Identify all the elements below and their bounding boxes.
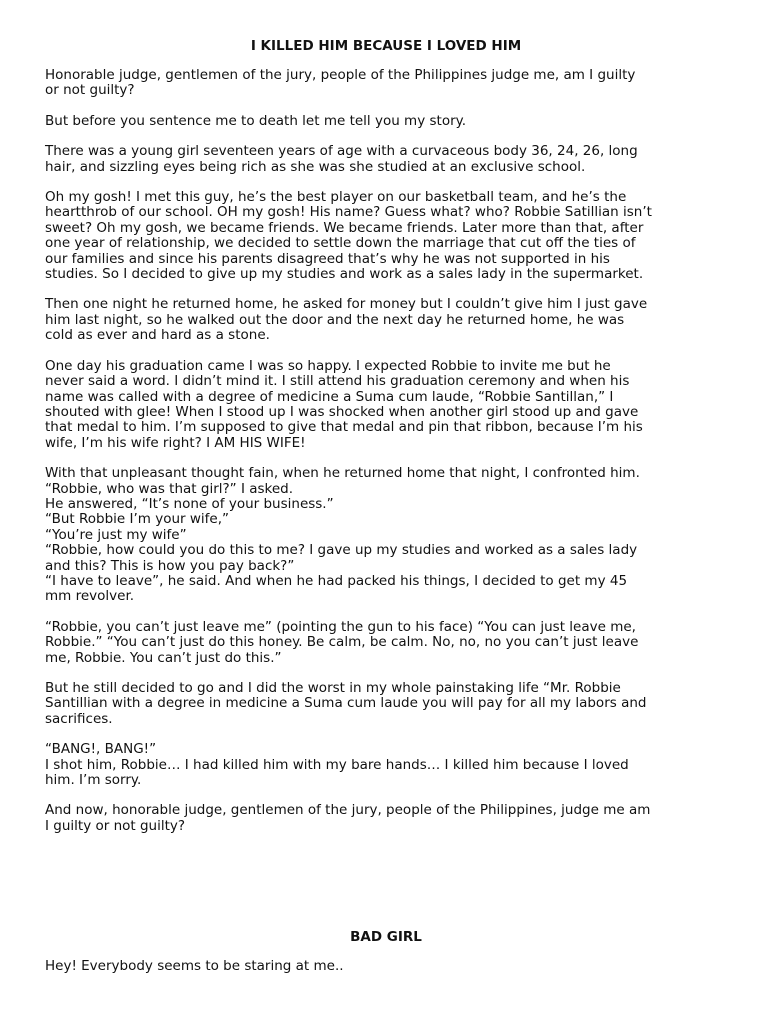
paragraph-7 [45,466,727,605]
text-line: Oh my gosh! I met this guy, he’s the best player on our basketball team, and he’s the [45,189,627,206]
text-line: And now, honorable judge, gentlemen of the jury, people of the Philippines, judge me am [45,802,651,819]
text-line: But before you sentence me to death let me tell you my story. [45,112,466,129]
text-line: him last night, so he walked out the door and the next day he returned home, he was [45,311,625,328]
text-line: hair, and sizzling eyes being rich as she was she studied at an exclusive school. [45,158,586,175]
text-line: “Robbie, you can’t just leave me” (pointing the gun to his face) “You can just leave me, [45,618,636,635]
text-line: “You’re just my wife” [45,526,187,543]
text-line: “BANG!, BANG!” [45,741,157,758]
paragraph-9 [45,681,727,727]
text-line: mm revolver. [45,588,135,605]
text-line: wife, I’m his wife right? I AM HIS WIFE! [45,434,306,451]
paragraph-1 [45,959,727,974]
text-line: Hey! Everybody seems to be staring at me.. [45,958,344,975]
text-line: Then one night he returned home, he asked for money but I couldn’t give him I just gave [45,296,648,313]
story-body-bad-girl [45,959,727,974]
text-line: “But Robbie I’m your wife,” [45,511,229,528]
paragraph-6 [45,359,727,451]
text-line: and this? This is how you pay back?” [45,557,295,574]
text-line: one year of relationship, we decided to settle down the marriage that cut off the ties of [45,235,636,252]
text-line: “Robbie, how could you do this to me? I gave up my studies and worked as a sales lady [45,542,638,559]
text-line: One day his graduation came I was so happy. I expected Robbie to invite me but he [45,357,611,374]
text-line: There was a young girl seventeen years of age with a curvaceous body 36, 24, 26, long [45,143,638,160]
paragraph-2 [45,114,727,129]
text-line: that medal to him. I’m supposed to give that medal and pin that ribbon, because I’m his [45,419,643,436]
text-line: sacrifices. [45,710,113,727]
story-body [45,68,727,834]
text-line: “Robbie, who was that girl?” I asked. [45,480,294,497]
text-line: But he still decided to go and I did the worst in my whole painstaking life “Mr. Robbie [45,680,621,696]
story-title-bad-girl: BAD GIRL [350,929,422,946]
paragraph-1 [45,68,727,99]
story-title: I KILLED HIM BECAUSE I LOVED HIM [250,38,522,54]
text-line: Santillian with a degree in medicine a Suma cum laude you will pay for all my labors and [45,695,647,712]
text-line: cold as ever and hard as a stone. [45,327,270,344]
section-spacer [45,849,727,929]
paragraph-3 [45,144,727,175]
paragraph-10 [45,742,727,788]
text-line: I shot him, Robbie… I had killed him with my bare hands… I killed him because I loved [45,756,629,773]
document-page [45,38,727,990]
paragraph-4 [45,190,727,282]
text-line: I guilty or not guilty? [45,817,186,834]
text-line: or not guilty? [45,82,135,99]
paragraph-8 [45,620,727,666]
text-line: With that unpleasant thought fain, when he returned home that night, I confronted him. [45,465,640,482]
text-line: Honorable judge, gentlemen of the jury, people of the Philippines judge me, am I guilty [45,67,636,83]
text-line: our families and since his parents disagreed that’s why he was not supported in his [45,250,610,267]
text-line: He answered, “It’s none of your business.” [45,495,334,512]
text-line: sweet? Oh my gosh, we became friends. We became friends. Later more than that, after [45,219,644,236]
text-line: name was called with a degree of medicine a Suma cum laude, “Robbie Santillan,” I [45,388,614,405]
text-line: Robbie.” “You can’t just do this honey. Be calm, be calm. No, no, no you can’t just leave [45,634,639,651]
text-line: never said a word. I didn’t mind it. I still attend his graduation ceremony and when his [45,373,630,390]
text-line: him. I’m sorry. [45,772,142,789]
paragraph-11 [45,803,727,834]
text-line: studies. So I decided to give up my studies and work as a sales lady in the supermarket. [45,266,644,283]
text-line: me, Robbie. You can’t just do this.” [45,649,282,666]
text-line: shouted with glee! When I stood up I was shocked when another girl stood up and gave [45,403,639,420]
text-line: heartthrob of our school. OH my gosh! His name? Guess what? who? Robbie Satillian isn’t [45,204,652,221]
text-line: “I have to leave”, he said. And when he had packed his things, I decided to get my 45 [45,572,628,589]
paragraph-5 [45,297,727,343]
